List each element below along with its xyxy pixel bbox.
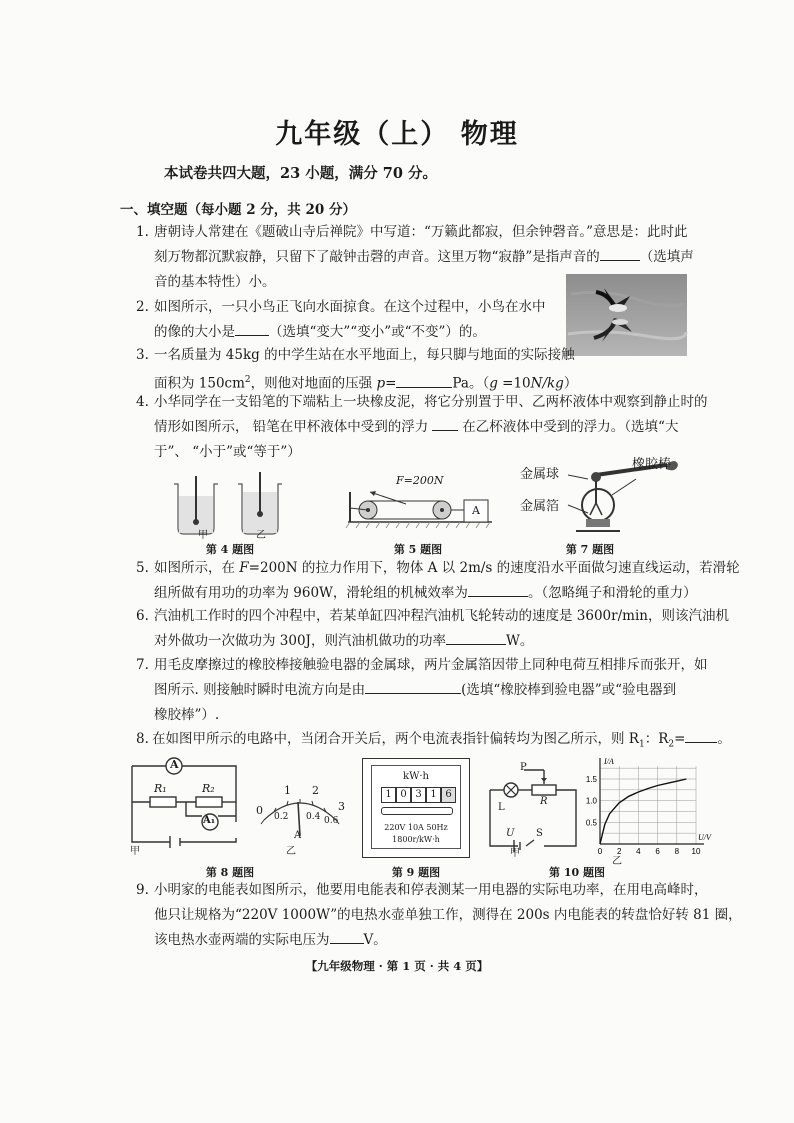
question-number: 1. [136, 224, 149, 240]
chart-y-tick-label: 1.0 [585, 796, 597, 806]
figure-8-caption: 第 8 题图 [205, 866, 255, 879]
question-6 [136, 604, 729, 654]
chart-x-tick-label: 4 [636, 847, 641, 856]
chart-x-tick-label: 6 [655, 847, 660, 856]
figure-8-circuit [126, 754, 246, 857]
question-text: 小华同学在一支铅笔的下端粘上一块橡皮泥，将它分别置于甲、乙两杯液体中观察到静止时的 [154, 394, 708, 410]
question-text: 汽油机工作时的四个冲程中，若某单缸四冲程汽油机飞轮转动的速度是 3600r/min，则该汽油机 [154, 608, 729, 624]
chart-y-axis-label: I/A [604, 757, 614, 766]
metal-ball-label: 金属球 [520, 467, 560, 482]
question-text: 该电热水壶两端的实际电压为 V。 [154, 928, 742, 953]
answer-blank [396, 373, 452, 388]
ammeter-A-label: A [170, 758, 179, 771]
page-title: 九年级（上） 物理 [275, 119, 519, 150]
chart-x-tick-label: 2 [616, 847, 622, 856]
dial-tick-0-6: 0.6 [324, 816, 339, 826]
question-number: 2. [136, 299, 149, 315]
question-text: 于”、 “小于”或“等于”） [154, 444, 301, 460]
figure-4-beakers [168, 470, 288, 542]
figure-8-yi-label: 乙 [286, 846, 296, 857]
iu-chart-svg [578, 752, 711, 864]
answer-blank [600, 246, 640, 261]
answer-blank [365, 679, 461, 694]
dial-tick-0-2: 0.2 [274, 812, 289, 822]
question-text: 在如图甲所示的电路中，当闭合开关后，两个电流表指针偏转均为图乙所示，则 $R_1$：$R_2=$ 。 [152, 727, 731, 758]
meter-digit: 1 [381, 787, 396, 803]
bird-photo [566, 274, 687, 356]
dial-tick-2: 2 [312, 784, 319, 797]
resistor-R2-label: R₂ [202, 782, 215, 795]
force-label: F=200N [396, 474, 444, 487]
meter-digit: 3 [411, 787, 426, 803]
answer-blank [235, 321, 269, 336]
source-U-label: U [506, 828, 515, 839]
figure-10-jia-label: 甲 [510, 848, 520, 859]
ammeter-A1-label: A₁ [203, 815, 216, 826]
question-text: 组所做有用功的功率为 960W，滑轮组的机械效率为 。（忽略绳子和滑轮的重力） [154, 581, 740, 606]
answer-blank [468, 582, 528, 597]
question-text: 橡胶棒”）. [154, 707, 220, 723]
answer-blank [432, 416, 458, 431]
chart-x-tick-label: 8 [674, 847, 680, 856]
figure-8-ammeter-dial [254, 780, 346, 857]
figure-10-caption: 第 10 题图 [549, 866, 605, 879]
question-text: 唐朝诗人常建在《题破山寺后禅院》中写道：“万籁此都寂，但余钟磬音。”意思是：此时此 [154, 224, 688, 240]
beaker-label-yi: 乙 [256, 530, 266, 541]
question-2 [136, 295, 546, 345]
rubber-rod-label: 橡胶棒 [632, 457, 672, 472]
dial-tick-1: 1 [284, 784, 291, 797]
meter-digit-decimal: 6 [441, 787, 456, 803]
figure-4-caption: 第 4 题图 [205, 543, 255, 556]
meter-rate: 1800r/kW·h [392, 835, 440, 844]
chart-x-tick-label: 10 [691, 847, 701, 856]
question-5 [136, 556, 740, 606]
slider-P-label: P [520, 762, 527, 773]
question-text: 他只让规格为“220V 1000W”的电热水壶单独工作，测得在 200s 内电能表的转盘恰好转 81 圈， [154, 907, 742, 923]
meter-digit: 1 [426, 787, 441, 803]
question-number: 9. [136, 882, 149, 898]
question-9 [136, 878, 742, 953]
figure-9-caption: 第 9 题图 [391, 866, 441, 879]
dial-unit-label: A [294, 830, 302, 841]
dial-tick-0: 0 [256, 804, 263, 817]
meter-digits [381, 787, 456, 803]
meter-spec: 220V 10A 50Hz [384, 823, 448, 832]
meter-unit: kW·h [403, 771, 429, 782]
question-7 [136, 653, 708, 728]
switch-S-label: S [536, 828, 543, 839]
question-number: 3. [136, 347, 149, 363]
chart-x-axis-label: U/V [698, 833, 711, 842]
answer-blank [330, 929, 364, 944]
figure-8-jia-label: 甲 [130, 846, 140, 857]
figure-7-caption: 第 7 题图 [565, 543, 615, 556]
question-text: 一名质量为 45kg 的中学生站在水平地面上，每只脚与地面的实际接触 [154, 347, 575, 363]
figure-10-iu-chart [578, 752, 711, 864]
page-footer: 【九年级物理 · 第 1 页 · 共 4 页】 [305, 959, 489, 973]
dial-tick-3: 3 [338, 800, 345, 813]
question-text: 用毛皮摩擦过的橡胶棒接触验电器的金属球，两片金属箔因带上同种电荷互相排斥而张开，如 [154, 657, 708, 673]
chart-y-tick-label: 1.5 [585, 775, 597, 784]
resistor-R-label: R [540, 796, 548, 807]
question-number: 6. [136, 608, 149, 624]
figure-9-energy-meter [362, 758, 470, 858]
dial-tick-0-4: 0.4 [306, 812, 321, 822]
chart-x-tick-label: 0 [597, 847, 603, 856]
question-text: 面积为 $150cm^2$，则他对地面的压强 p= Pa。（g =10N/kg） [154, 368, 577, 397]
beaker-label-jia: 甲 [198, 530, 208, 541]
question-text: 对外做功一次做功为 300J，则汽油机做功的功率 W。 [154, 629, 729, 654]
figure-5-caption: 第 5 题图 [393, 543, 443, 556]
figure-10-circuit [484, 762, 580, 859]
question-number: 5. [136, 560, 149, 576]
metal-foil-label: 金属箔 [520, 499, 560, 514]
question-text: 的像的大小是 （选填“变大”“变小”或“不变”）的。 [154, 320, 546, 345]
answer-blank [446, 630, 506, 645]
figure-7-electroscope [516, 455, 686, 540]
question-text: 刻万物都沉默寂静，只留下了敲钟击磬的声音。这里万物“寂静”是指声音的 （选填声 [154, 245, 694, 270]
lamp-L-label: L [498, 802, 505, 813]
section-heading: 一、填空题（每小题 2 分，共 20 分） [120, 202, 356, 218]
question-text: 小明家的电能表如图所示，他要用电能表和停表测某一用电器的实际电功率，在用电高峰时， [154, 882, 708, 898]
question-text: 如图所示，一只小鸟正飞向水面掠食。在这个过程中，小鸟在水中 [154, 299, 546, 315]
question-3 [136, 343, 577, 397]
question-4 [136, 390, 708, 465]
question-text: 图所示. 则接触时瞬时电流方向是由 (选填“橡胶棒到验电器”或“验电器到 [154, 678, 708, 703]
question-number: 7. [136, 657, 149, 673]
block-label: A [472, 504, 480, 517]
exam-summary: 本试卷共四大题，23 小题，满分 70 分。 [164, 165, 437, 182]
meter-digit: 0 [396, 787, 411, 803]
question-text: 情形如图所示， 铅笔在甲杯液体中受到的浮力 在乙杯液体中受到的浮力。（选填“大 [154, 415, 708, 440]
resistor-R1-label: R₁ [154, 782, 167, 795]
meter-disc [381, 807, 453, 815]
chart-y-tick-label: 0.5 [585, 818, 597, 828]
question-number: 4. [136, 394, 149, 410]
answer-blank [685, 728, 717, 743]
figure-5-pulley [346, 470, 496, 532]
figure-10-yi-label: 乙 [612, 856, 622, 867]
question-text: 如图所示，在 F=200N 的拉力作用下，物体 A 以 2m/s 的速度沿水平面做匀速直线运动，若滑轮 [154, 560, 740, 576]
question-text: 音的基本特性）小。 [154, 274, 276, 290]
question-number: 8. [136, 731, 149, 747]
